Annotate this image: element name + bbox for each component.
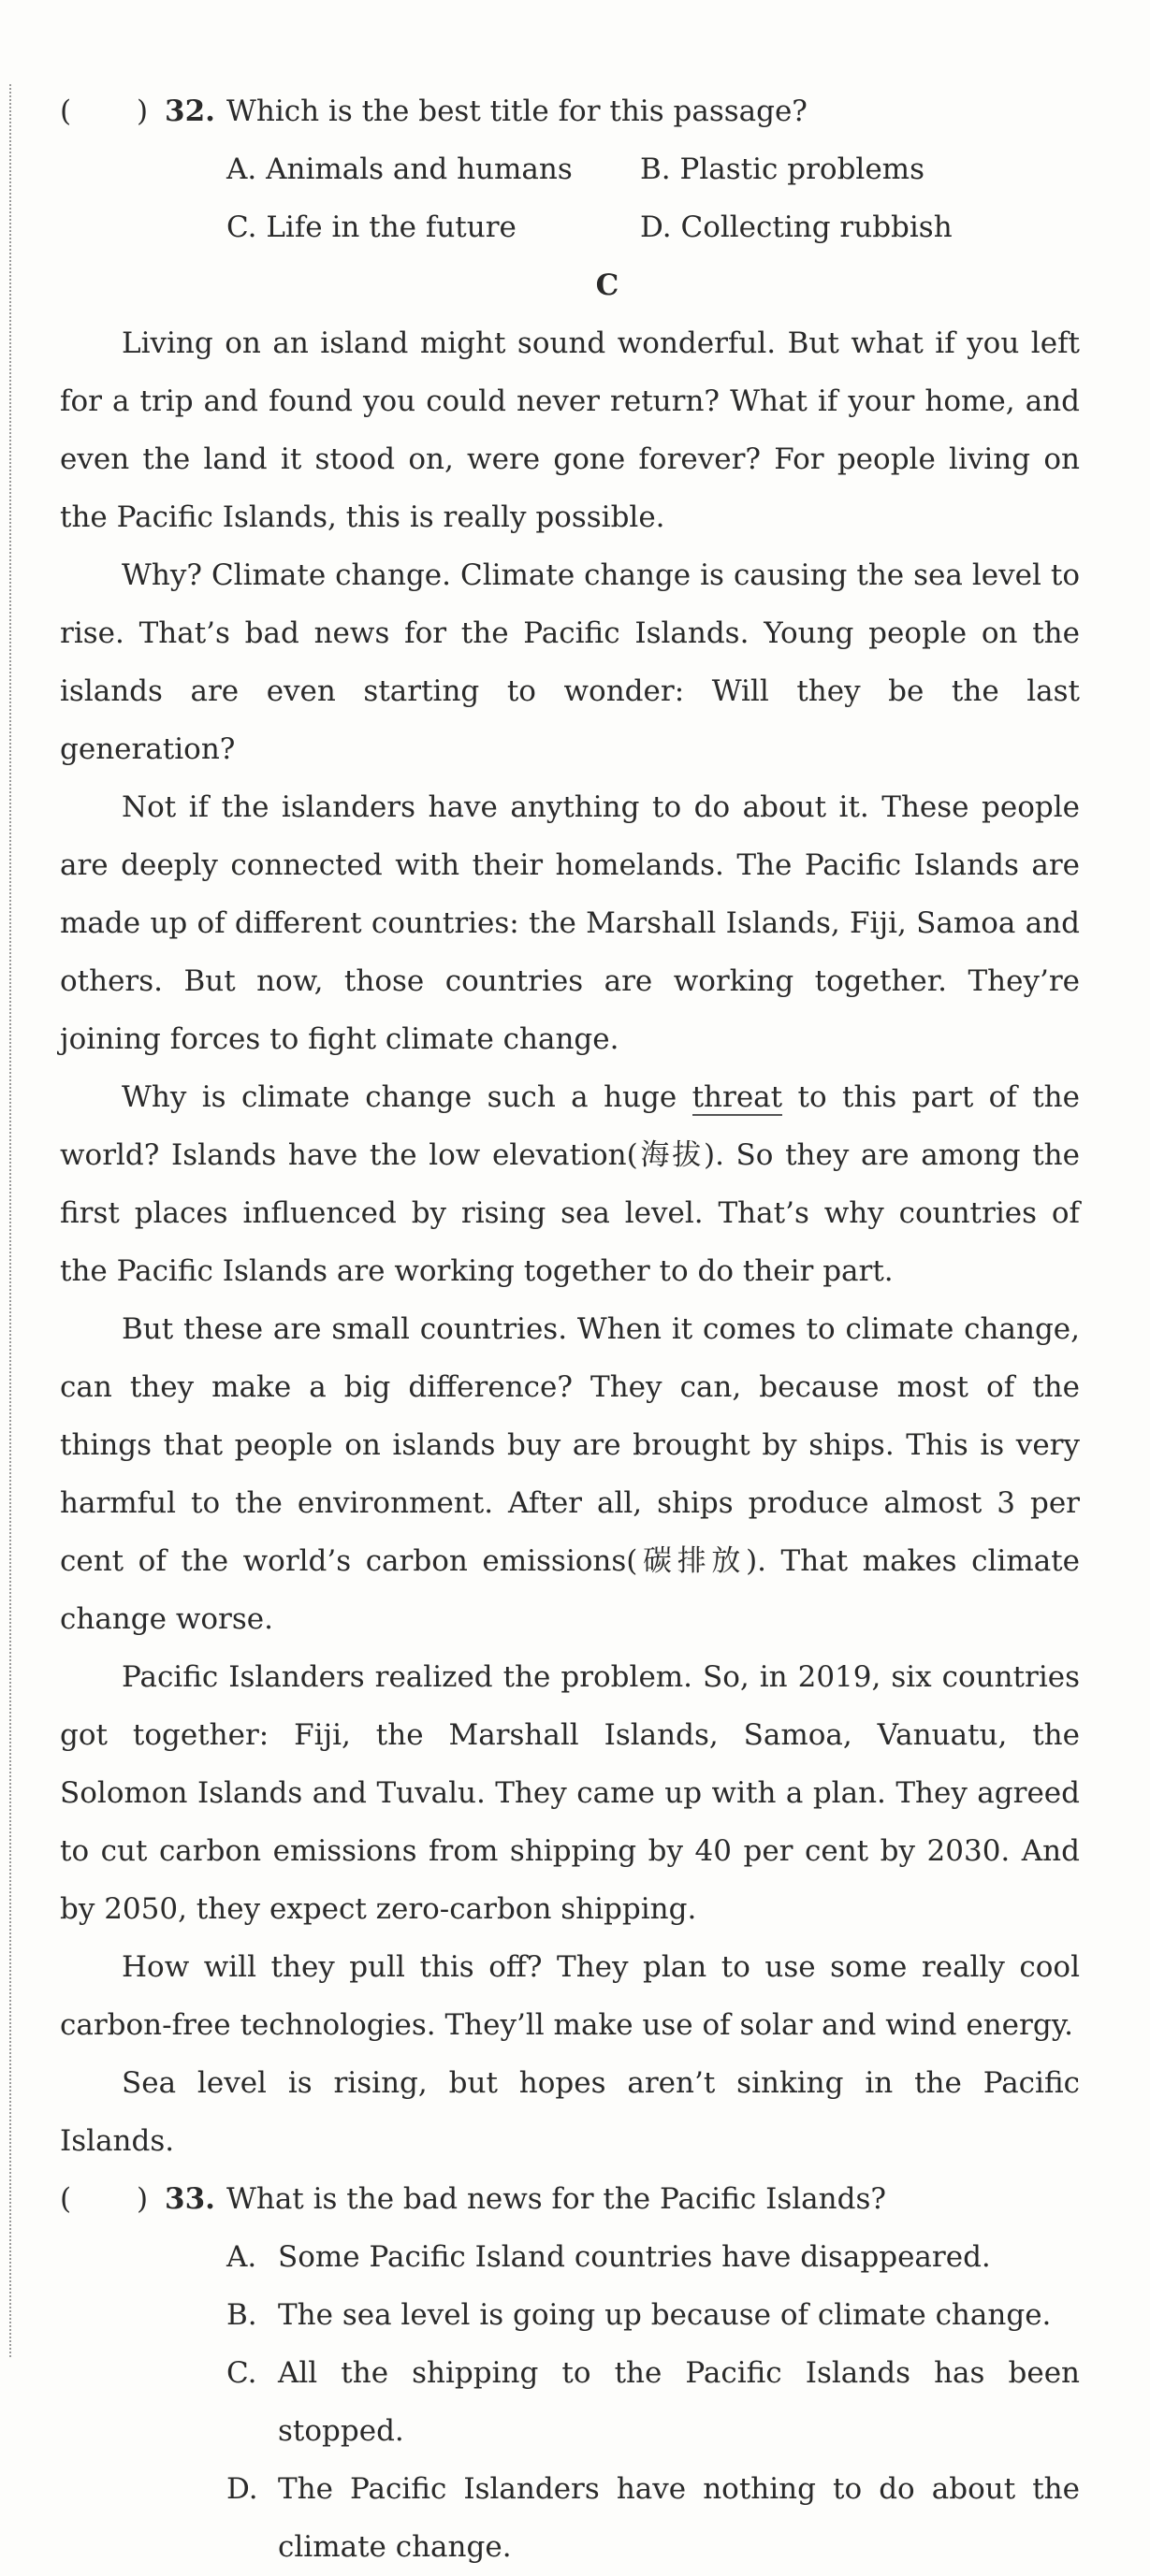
option-c bbox=[226, 198, 517, 256]
option-letter: D. bbox=[226, 2472, 258, 2506]
question-32 bbox=[60, 82, 1080, 140]
option-b bbox=[640, 140, 924, 198]
question-text: Which is the best title for this passage? bbox=[226, 94, 808, 128]
option-text: Collecting rubbish bbox=[680, 210, 953, 244]
option-letter: A. bbox=[226, 152, 257, 186]
option-text: The sea level is going up because of climate change. bbox=[278, 2298, 1052, 2332]
option-letter: C. bbox=[226, 210, 257, 244]
option-text: The Pacific Islanders have nothing to do about the climate change. bbox=[278, 2472, 1080, 2564]
option-b bbox=[60, 2286, 1080, 2344]
paragraph-4 bbox=[60, 1068, 1080, 1300]
option-letter: A. bbox=[226, 2240, 257, 2274]
option-text: All the shipping to the Pacific Islands has been stopped. bbox=[278, 2356, 1080, 2448]
answer-close-paren: ) bbox=[137, 2182, 149, 2216]
underlined-word: threat bbox=[691, 1080, 783, 1114]
paragraph-1: Living on an island might sound wonderful. But what if you left for a trip and found you could never return? What if your home, and even the land it stood on, were gone forever? For people living on the Pacific Islands, this is really possible. bbox=[60, 326, 1080, 534]
option-text: Plastic problems bbox=[679, 152, 924, 186]
paragraph-8: Sea level is rising, but hopes aren’t sinking in the Pacific Islands. bbox=[60, 2066, 1080, 2158]
options-row-ab bbox=[60, 140, 1080, 198]
option-text: Animals and humans bbox=[266, 152, 573, 186]
paragraph-4-start: Why is climate change such a huge bbox=[122, 1080, 692, 1114]
option-text: Some Pacific Island countries have disappeared. bbox=[278, 2240, 991, 2274]
option-d bbox=[640, 198, 953, 256]
options-row-cd bbox=[60, 198, 1080, 256]
section-title: C bbox=[595, 268, 619, 302]
option-d bbox=[60, 2460, 1080, 2576]
question-text: What is the bad news for the Pacific Islands? bbox=[226, 2182, 886, 2216]
option-letter: C. bbox=[226, 2356, 257, 2390]
option-a bbox=[226, 140, 573, 198]
paragraph-6: Pacific Islanders realized the problem. So, in 2019, six countries got together: Fiji, the Marshall Islands, Samoa, Vanuatu, the Solomon Islands and Tuvalu. They came up with a plan. They agreed to cut carbon emissions from shipping by 40 per cent by 2030. And by 2050, they expect zero-carbon shipping. bbox=[60, 1660, 1080, 1926]
option-letter: D. bbox=[640, 210, 672, 244]
option-letter: B. bbox=[640, 152, 671, 186]
option-letter: B. bbox=[226, 2298, 257, 2332]
answer-close-paren: ) bbox=[137, 94, 149, 128]
paragraph-3: Not if the islanders have anything to do about it. These people are deeply connected with their homelands. The Pacific Islands are made up of different countries: the Marshall Islands, Fiji, Samoa and others. But now, those countries are working together. They’re joining forces to fight climate change. bbox=[60, 790, 1080, 1056]
paragraph-2: Why? Climate change. Climate change is causing the sea level to rise. That’s bad news for the Pacific Islands. Young people on the islands are even starting to wonder: Will they be the last generation? bbox=[60, 558, 1080, 766]
question-33 bbox=[60, 2170, 1080, 2228]
paragraph-5: But these are small countries. When it comes to climate change, can they make a big difference? They can, because most of the things that people on islands buy are brought by ships. This is very harmful to the environment. After all, ships produce almost 3 per cent of the world’s carbon emissions(碳排放). That makes climate change worse. bbox=[60, 1312, 1080, 1636]
option-a bbox=[60, 2228, 1080, 2286]
question-number: 32. bbox=[165, 94, 215, 128]
paragraph-7: How will they pull this off? They plan to use some really cool carbon-free technologies. They’ll make use of solar and wind energy. bbox=[60, 1950, 1080, 2042]
answer-open-paren: ( bbox=[60, 2182, 72, 2216]
margin-dotted-line bbox=[9, 84, 11, 2357]
answer-open-paren: ( bbox=[60, 94, 72, 128]
question-number: 33. bbox=[165, 2182, 215, 2216]
option-c bbox=[60, 2344, 1080, 2460]
worksheet-page bbox=[60, 82, 1080, 2576]
paragraph-4-end: to this part of the world? Islands have the low elevation(海拔). So they are among the first places influenced by rising sea level. That’s why countries of the Pacific Islands are working together to do their part. bbox=[60, 1080, 1080, 1288]
option-text: Life in the future bbox=[266, 210, 517, 244]
